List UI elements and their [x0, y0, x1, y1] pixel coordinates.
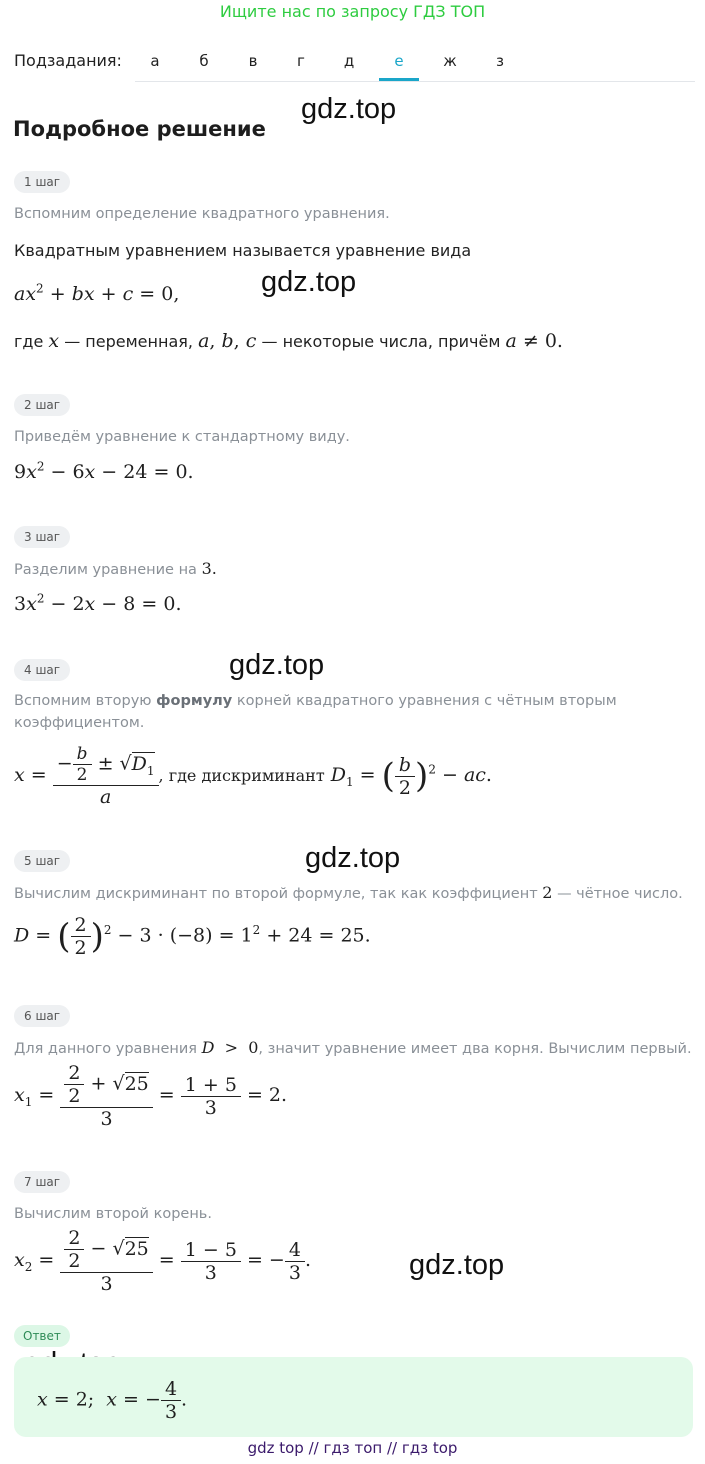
tab-a[interactable]: а: [150, 52, 160, 70]
step-badge: 3 шаг: [14, 526, 70, 548]
tab-d[interactable]: д: [343, 52, 355, 70]
answer-badge: Ответ: [14, 1325, 70, 1347]
formula: D = ( $\frac{2}{2}$ )$^2 - 3 \cdot (-8) = 1^2 + 24 = 25$.: [14, 914, 371, 959]
watermark: gdz.top: [229, 649, 325, 681]
tab-v[interactable]: в: [248, 52, 258, 70]
step-hint: Вспомним вторую формулу корней квадратного уравнения с чётным вторым коэффициентом.: [14, 693, 617, 731]
subtasks-label: Подзадания:: [14, 51, 122, 70]
watermark: gdz.top: [301, 93, 397, 125]
tab-b[interactable]: б: [199, 52, 209, 70]
tab-z[interactable]: з: [496, 52, 504, 70]
step-text: где x — переменная, a, b, c — некоторые числа, причём a ≠ 0.: [14, 330, 563, 352]
tab-e[interactable]: е: [394, 52, 404, 70]
search-banner: Ищите нас по запросу ГДЗ ТОП: [219, 2, 486, 21]
formula: $x_1$ = $\frac{2}{2}$ + √25 3 = $\frac{1 + 5}{3}$ = 2.: [14, 1062, 288, 1130]
step-badge: 2 шаг: [14, 394, 70, 416]
section-heading: Подробное решение: [13, 117, 266, 141]
formula: $9x^2 - 6x - 24 = 0$.: [14, 459, 194, 483]
step-hint: Вычислим второй корень.: [14, 1206, 212, 1222]
formula: $3x^2 - 2x - 8 = 0$.: [14, 591, 182, 615]
step-badge: 4 шаг: [14, 659, 70, 681]
watermark: gdz.top: [409, 1249, 505, 1281]
step-badge: 5 шаг: [14, 850, 70, 872]
subtask-tabs: [135, 44, 695, 82]
active-tab-indicator: [379, 78, 419, 81]
step-hint: Вычислим дискриминант по второй формуле, так как коэффициент 2 — чётное число.: [14, 883, 683, 902]
watermark: gdz.top: [305, 842, 401, 874]
tab-g[interactable]: г: [297, 52, 305, 70]
step-hint: Приведём уравнение к стандартному виду.: [14, 429, 350, 445]
step-hint: Для данного уравнения D > 0, значит уравнение имеет два корня. Вычислим первый.: [14, 1038, 692, 1057]
formula: $ax^2$ + bx + c = 0,: [14, 281, 180, 305]
answer-formula: x = 2; x = − $\frac{4}{3}$ .: [37, 1378, 188, 1423]
step-badge: 7 шаг: [14, 1171, 70, 1193]
formula: $x_2$ = $\frac{2}{2}$ − √25 3 = $\frac{1 - 5}{3}$ = − $\frac{4}{3}$ .: [14, 1227, 311, 1295]
tab-zh[interactable]: ж: [443, 52, 457, 70]
step-badge: 6 шаг: [14, 1005, 70, 1027]
step-hint: Разделим уравнение на 3.: [14, 559, 217, 578]
step-badge: 1 шаг: [14, 171, 70, 193]
step-text: Квадратным уравнением называется уравнение вида: [14, 241, 472, 260]
footer-links[interactable]: gdz top // гдз топ // гдз top: [247, 1439, 458, 1457]
formula: x = − $\frac{b}{2}$ ± $√D_1$ a , где дискриминант $D_1$ = ( $\frac{b}{2}$ )$^2$ − ac.: [14, 744, 492, 808]
watermark: gdz.top: [261, 266, 357, 298]
step-hint: Вспомним определение квадратного уравнения.: [14, 206, 390, 222]
